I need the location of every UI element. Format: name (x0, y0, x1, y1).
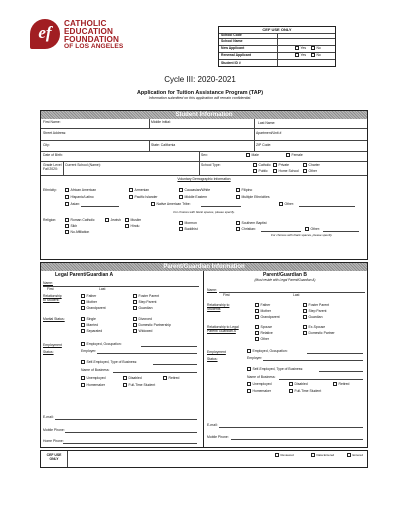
a-business-name-label: Name of Business: (81, 368, 110, 372)
cef-row-school-name: School Name (221, 38, 243, 43)
city-label: City: (43, 143, 50, 147)
renewal-yes-checkbox[interactable] (295, 53, 299, 57)
b-relative-checkbox[interactable] (255, 331, 259, 335)
street-address-label: Street Address: (43, 131, 67, 135)
no-affiliation-checkbox[interactable] (65, 230, 69, 234)
a-first-label: First (47, 287, 54, 291)
logo-line-3: FOUNDATION (64, 34, 119, 44)
footer-cef-label: CEF USE ONLY (46, 453, 62, 461)
b-father-checkbox[interactable] (255, 303, 259, 307)
cef-row-renewal-applicant: Renewal Applicant (221, 53, 252, 57)
zip-label: ZIP Code: (256, 143, 272, 147)
middle-initial-label: Middle Initial: (151, 119, 171, 124)
southern-baptist-checkbox[interactable] (236, 221, 240, 225)
cef-row-school-code: School Code (221, 33, 242, 37)
school-type-label: School Type: (201, 163, 221, 167)
b-mother-checkbox[interactable] (255, 309, 259, 313)
christian-checkbox[interactable] (236, 227, 240, 231)
entered-checkbox[interactable] (347, 453, 351, 457)
b-employer-label: Employer: (247, 356, 263, 360)
apartment-label: Apartment/Unit # (256, 131, 282, 135)
hispanic-checkbox[interactable] (65, 195, 69, 199)
a-single-checkbox[interactable] (81, 317, 85, 321)
a-separated-checkbox[interactable] (81, 329, 85, 333)
a-homemaker-checkbox[interactable] (81, 383, 85, 387)
a-married-checkbox[interactable] (81, 323, 85, 327)
b-ex-spouse-checkbox[interactable] (303, 325, 307, 329)
b-student-checkbox[interactable] (289, 389, 293, 393)
religion-note: For choices with blank spaces, please specify. (271, 233, 333, 237)
b-first-label: First (223, 293, 230, 297)
multiple-ethnicities-checkbox[interactable] (236, 195, 240, 199)
parent-info-header: Parent/Guardian Information (41, 263, 367, 271)
logo-line-2: EDUCATION (64, 26, 113, 36)
b-disabled-checkbox[interactable] (289, 382, 293, 386)
confidential-note: Information submitted on this application will remain confidential. (148, 96, 252, 100)
hindu-checkbox[interactable] (125, 224, 129, 228)
new-yes-checkbox[interactable] (295, 46, 299, 50)
catholic-checkbox[interactable] (253, 163, 257, 167)
b-foster-parent-checkbox[interactable] (303, 303, 307, 307)
demographic-header: Voluntary Demographic Information (177, 177, 231, 181)
logo-line-4: OF LOS ANGELES (64, 43, 124, 51)
armenian-checkbox[interactable] (129, 188, 133, 192)
ethnicity-label: Ethnicity: (43, 188, 57, 192)
b-guardian-checkbox[interactable] (303, 315, 307, 319)
new-no-checkbox[interactable] (311, 46, 315, 50)
logo-monogram: ef (30, 19, 60, 49)
a-home-phone-label: Home Phone: (43, 439, 64, 443)
cef-box-header: CEF USE ONLY (262, 26, 292, 32)
b-step-parent-checkbox[interactable] (303, 309, 307, 313)
b-email-label: E-mail: (207, 423, 218, 427)
a-domestic-partnership-checkbox[interactable] (133, 323, 137, 327)
b-last-label: Last (293, 293, 300, 297)
a-student-checkbox[interactable] (123, 383, 127, 387)
b-domestic-partner-checkbox[interactable] (303, 331, 307, 335)
b-employed-checkbox[interactable] (247, 349, 251, 353)
charter-checkbox[interactable] (303, 163, 307, 167)
a-divorced-checkbox[interactable] (133, 317, 137, 321)
a-guardian-checkbox[interactable] (133, 306, 137, 310)
a-marital-label: Marital Status: (43, 317, 65, 321)
cef-use-only-box: CEF USE ONLY School Code School Name New Applicant Yes No Renewal Applicant Yes No Student ID # (218, 26, 336, 67)
a-grandparent-checkbox[interactable] (81, 306, 85, 310)
a-employment-label: Employment Status: (43, 343, 62, 354)
a-widowed-checkbox[interactable] (133, 329, 137, 333)
guardian-b-title: Parent/Guardian B (263, 272, 307, 278)
cycle-title: Cycle III: 2020-2021 (164, 75, 236, 84)
state-label: State: California (151, 143, 176, 147)
middle-eastern-checkbox[interactable] (179, 195, 183, 199)
cef-row-student-id: Student ID # (221, 60, 241, 65)
filipino-checkbox[interactable] (236, 188, 240, 192)
b-retired-checkbox[interactable] (333, 382, 337, 386)
current-school-label: Current School (Name): (65, 163, 101, 167)
b-employment-label: Employment Status: (207, 350, 226, 361)
african-american-checkbox[interactable] (65, 188, 69, 192)
female-checkbox[interactable] (286, 153, 290, 157)
b-unemployed-checkbox[interactable] (247, 382, 251, 386)
other-ethnicity-checkbox[interactable] (279, 202, 283, 206)
pacific-islander-checkbox[interactable] (129, 195, 133, 199)
renewal-no-checkbox[interactable] (311, 53, 315, 57)
dob-label: Date of Birth: (43, 153, 63, 157)
asian-checkbox[interactable] (65, 202, 69, 206)
b-guardian-relationship-label: Relationship to Legal Parent/ Guardian A (207, 325, 239, 333)
grade-level-label: Grade Level Fall 2020: (43, 163, 62, 172)
b-self-employed-checkbox[interactable] (247, 367, 251, 371)
footer-cef-box: CEF USE ONLY Reviewed Data Entered Entered (40, 450, 368, 468)
a-employed-checkbox[interactable] (81, 342, 85, 346)
a-name-label: Name: (43, 281, 53, 285)
jewish-checkbox[interactable] (105, 218, 109, 222)
b-grandparent-checkbox[interactable] (255, 315, 259, 319)
other-school-checkbox[interactable] (303, 169, 307, 173)
a-father-checkbox[interactable] (81, 294, 85, 298)
student-info-section: Student Information First Name: Middle Initial: Last Name: Street Address: Apartment/Unit # City: State: California ZIP Code: Date of Birth: Sex: Male Female Grade Level Fall 2020: Current School (Name): School Type: Catholic Private Charter Public Home School Other Voluntary Demographic Information Ethnicity: African American Hispanic/Latino Asian: Armenian Pacific Islander Native American Tribe: Caucasian/White Middle Eastern Filipino Multiple Ethnicities Other: For choices with blank spaces, please specify. Religion: Roman Catholic Sikh No Affiliation Jewish Hindu Muslim Mormon Buddhist Southern Baptist Christian: Other: For choices with blank spaces, please specify. (40, 110, 368, 260)
caucasian-checkbox[interactable] (179, 188, 183, 192)
b-relationship-label: Relationship to Students (207, 303, 230, 311)
b-spouse-checkbox[interactable] (255, 325, 259, 329)
parent-info-section: Parent/Guardian Information Legal Parent/Guardian A Name: First Last Relationship to Student: Father Mother Grandparent Foster Parent Step Parent Guardian Marital Status: Single Married Separated Divorced Domestic Partnership Widowed Employment Status: Employed, Occupation: Employer: Self-Employed, Type of Business: Name of Business: Unemployed Disabled Retired Homemaker Full-Time Student E-mail: Mobile Phone: Home Phone: Parent/Guardian B (Must reside with Legal Parent/Guardian A) Name: First Last Relationship to Students Father Mother Grandparent Foster Parent Step Parent Guardian Relationship to Legal Parent/ Guardian A Spouse Relative Other Ex-Spouse Domestic Partner Employment Status: Employed, Occupation: Employer: Self-Employed, Type of Business: Name of Business: Unemployed Disabled Retired Homemaker Full-Time Student E-mail: Mobile Phone: (40, 262, 368, 448)
a-relationship-label: Relationship to Student: (43, 294, 62, 302)
ethnicity-note: For choices with blank spaces, please specify. (173, 210, 235, 214)
b-other-checkbox[interactable] (255, 337, 259, 341)
logo (30, 19, 150, 59)
cef-row-new-applicant: New Applicant (221, 46, 245, 50)
a-foster-parent-checkbox[interactable] (133, 294, 137, 298)
reviewed-checkbox[interactable] (275, 453, 279, 457)
sex-label: Sex: (201, 153, 208, 157)
a-mobile-label: Mobile Phone: (43, 428, 65, 432)
a-step-parent-checkbox[interactable] (133, 300, 137, 304)
buddhist-checkbox[interactable] (179, 227, 183, 231)
sikh-checkbox[interactable] (65, 224, 69, 228)
other-religion-checkbox[interactable] (305, 227, 309, 231)
private-checkbox[interactable] (273, 163, 277, 167)
b-business-name-label: Name of Business: (247, 375, 276, 379)
muslim-checkbox[interactable] (125, 218, 129, 222)
student-info-header: Student Information (41, 111, 367, 119)
a-self-employed-checkbox[interactable] (81, 360, 85, 364)
a-retired-checkbox[interactable] (163, 376, 167, 380)
public-checkbox[interactable] (253, 169, 257, 173)
native-american-checkbox[interactable] (151, 202, 155, 206)
guardian-b-note: (Must reside with Legal Parent/Guardian A) (254, 278, 316, 282)
roman-catholic-checkbox[interactable] (65, 218, 69, 222)
data-entered-checkbox[interactable] (311, 453, 315, 457)
b-name-label: Name: (207, 288, 217, 292)
religion-label: Religion: (43, 218, 57, 222)
b-mobile-label: Mobile Phone: (207, 435, 229, 439)
b-homemaker-checkbox[interactable] (247, 389, 251, 393)
a-last-label: Last (99, 287, 106, 291)
a-email-label: E-mail: (43, 415, 54, 419)
a-disabled-checkbox[interactable] (123, 376, 127, 380)
last-name-label: Last Name: (258, 121, 276, 125)
home-school-checkbox[interactable] (273, 169, 277, 173)
application-title: Application for Tuition Assistance Program (TAP) (137, 90, 263, 96)
a-employer-label: Employer: (81, 349, 97, 353)
a-unemployed-checkbox[interactable] (81, 376, 85, 380)
guardian-a-title: Legal Parent/Guardian A (55, 272, 114, 278)
logo-line-1: CATHOLIC (64, 19, 107, 28)
a-mother-checkbox[interactable] (81, 300, 85, 304)
first-name-label: First Name: (43, 119, 61, 124)
mormon-checkbox[interactable] (179, 221, 183, 225)
male-checkbox[interactable] (246, 153, 250, 157)
